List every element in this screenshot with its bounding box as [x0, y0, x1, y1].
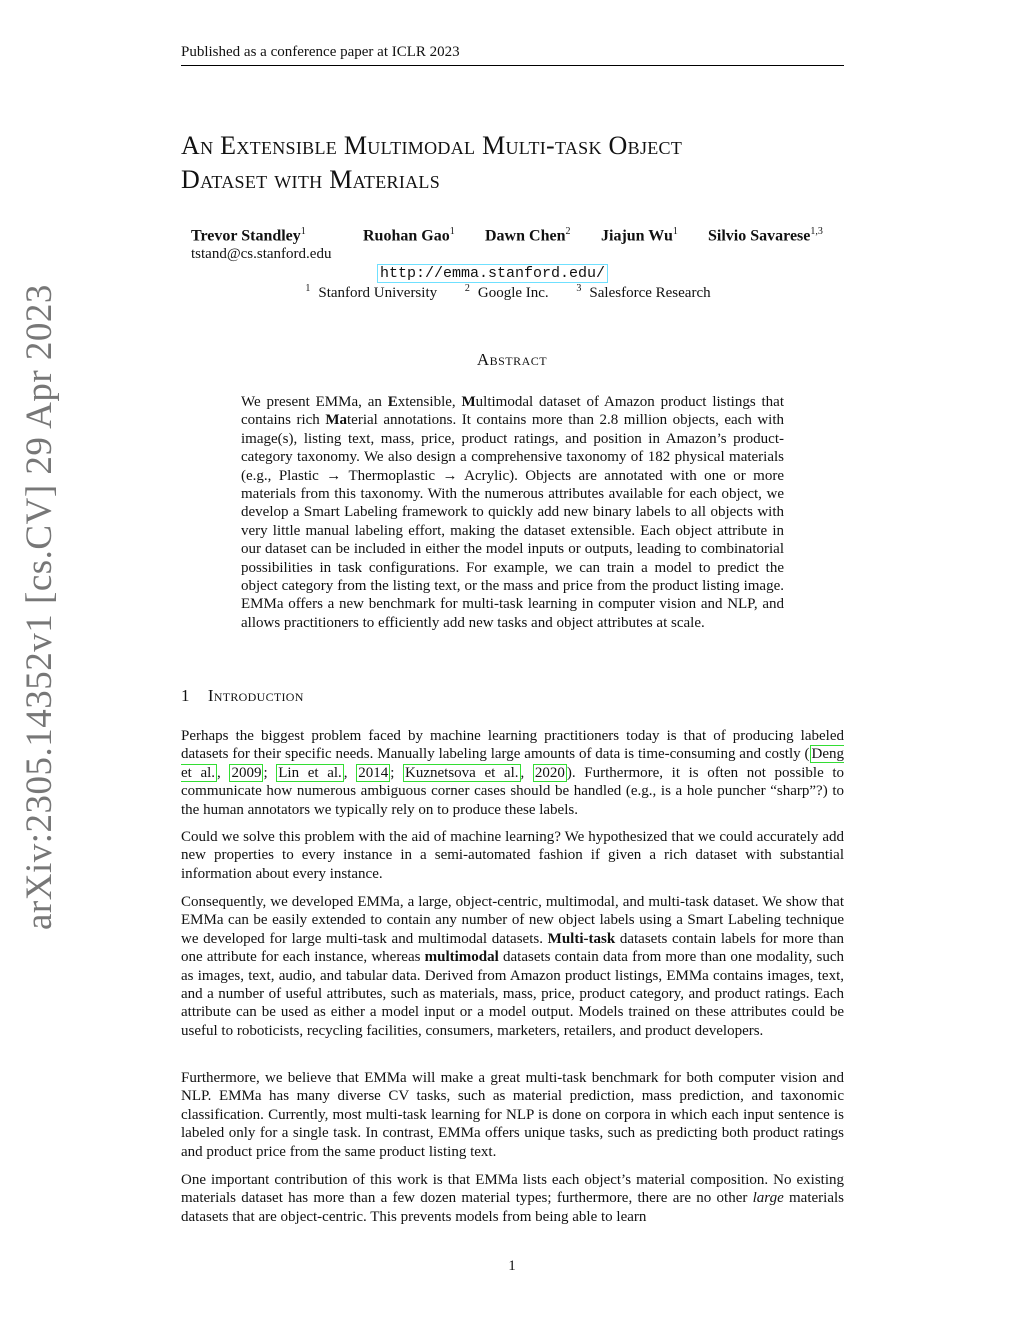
citation-link[interactable]: Lin et al. [278, 764, 342, 781]
paragraph: Consequently, we developed EMMa, a large, object-centric, multimodal, and multi-task dataset. We show that EMMa can be easily extended to contain any number of new object labels using a Smart Labeling technique we developed for large multi-task and multimodal datasets. Multi-task datasets contain labels for more than one attribute for each instance, whereas multimodal datasets contain data from more than one modality, such as images, text, audio, and tabular data. Derived from Amazon product listings, EMMa contains images, text, and a number of useful attributes, such as materials, mass, price, product category, and product ratings. Each attribute can be used as either a model input or a model output. Models trained on these attributes could be useful to roboticists, recycling facilities, consumers, marketers, retailers, and product developers. [181, 894, 844, 1039]
abstract-heading: Abstract [476, 350, 548, 369]
paragraph: Furthermore, we believe that EMMa will make a great multi-task benchmark for both computer vision and NLP. EMMa has many diverse CV tasks, such as material prediction, mass prediction, and taxonomic classification. Currently, most multi-task learning for NLP is done on corpora in which each input sentence is labeled only for a single task. In contrast, EMMa offers unique tasks, such as predicting both product ratings and product price from the same product listing text. [181, 1070, 844, 1160]
author-email: tstand@cs.stanford.edu [191, 246, 332, 262]
author: Jiajun Wu$^1$ [601, 226, 678, 245]
citation-link[interactable]: Kuznetsova et al. [405, 764, 519, 781]
affiliation: $^1$ Stanford University [305, 283, 438, 301]
arxiv-sidebar-stamp: arXiv:2305.14352v1 [cs.CV] 29 Apr 2023 [19, 284, 60, 930]
author: Trevor Standley$^1$ [191, 226, 306, 245]
author: Silvio Savarese$^{1,3}$ [708, 226, 823, 245]
paper-title [181, 129, 861, 197]
section-heading-introduction: 1 Introduction [181, 686, 304, 705]
title-line-2: Dataset with Materials [181, 165, 441, 194]
citation-link[interactable]: 2020 [534, 764, 565, 781]
project-url-link[interactable]: http://emma.stanford.edu/ [377, 264, 608, 283]
citation-link[interactable]: Deng et al. [181, 746, 844, 781]
abstract-body: We present EMMa, an Extensible, Multimodal dataset of Amazon product listings that contains rich Material annotations. It contains more than 2.8 million objects, each with image(s), listing text, mass, price, product ratings, and position in Amazon’s product-category taxonomy. We also design a comprehensive taxonomy of 182 physical materials (e.g., Plastic → Thermoplastic → Acrylic). Objects are annotated with one or more materials from this taxonomy. With the numerous attributes available for each object, we develop a Smart Labeling framework to quickly add new binary labels to all objects with very little manual labeling effort, making the dataset extensible. Each object attribute in our dataset can be included in either the model inputs or outputs, leading to combinatorial possibilities in task configurations. For example, we can train a model to predict the object category from the listing text, or the mass and price from the product listing image. EMMa offers a new benchmark for multi-task learning in computer vision and NLP, and allows practitioners to efficiently add new tasks and object attributes at scale. [241, 394, 785, 631]
paragraph: One important contribution of this work is that EMMa lists each object’s material composition. No existing materials dataset has more than a few dozen material types; furthermore, there are no other large materials datasets that are object-centric. This prevents models from being able to learn [181, 1172, 844, 1225]
affiliations [0, 283, 1024, 302]
author: Ruohan Gao$^1$ [363, 226, 455, 245]
citation-link[interactable]: 2009 [231, 764, 262, 781]
paragraph: Perhaps the biggest problem faced by machine learning practitioners today is that of producing labeled datasets for their specific needs. Manually labeling large amounts of data is time-consuming and costly ( Deng et al. , 2009 ; Lin et al. , 2014 ; Kuznetsova et al. , 2020 ). Furthermore, it is often not possible to communicate how numerous ambiguous corner cases should be handled (e.g., is a hole puncher “sharp”?) to the human annotators we typically rely on to produce these labels. [181, 728, 845, 818]
running-header: Published as a conference paper at ICLR 2023 [181, 44, 844, 66]
citation-link[interactable]: 2014 [358, 764, 389, 781]
author: Dawn Chen$^2$ [485, 226, 571, 245]
affiliation: $^3$ Salesforce Research [576, 283, 711, 301]
paragraph: Could we solve this problem with the aid of machine learning? We hypothesized that we could accurately add new properties to every instance in a semi-automated fashion if given a rich dataset with substantial information about every instance. [181, 829, 844, 882]
title-line-1: An Extensible Multimodal Multi-task Object [181, 131, 683, 160]
page-number: 1 [508, 1258, 516, 1274]
affiliation: $^2$ Google Inc. [464, 283, 549, 301]
